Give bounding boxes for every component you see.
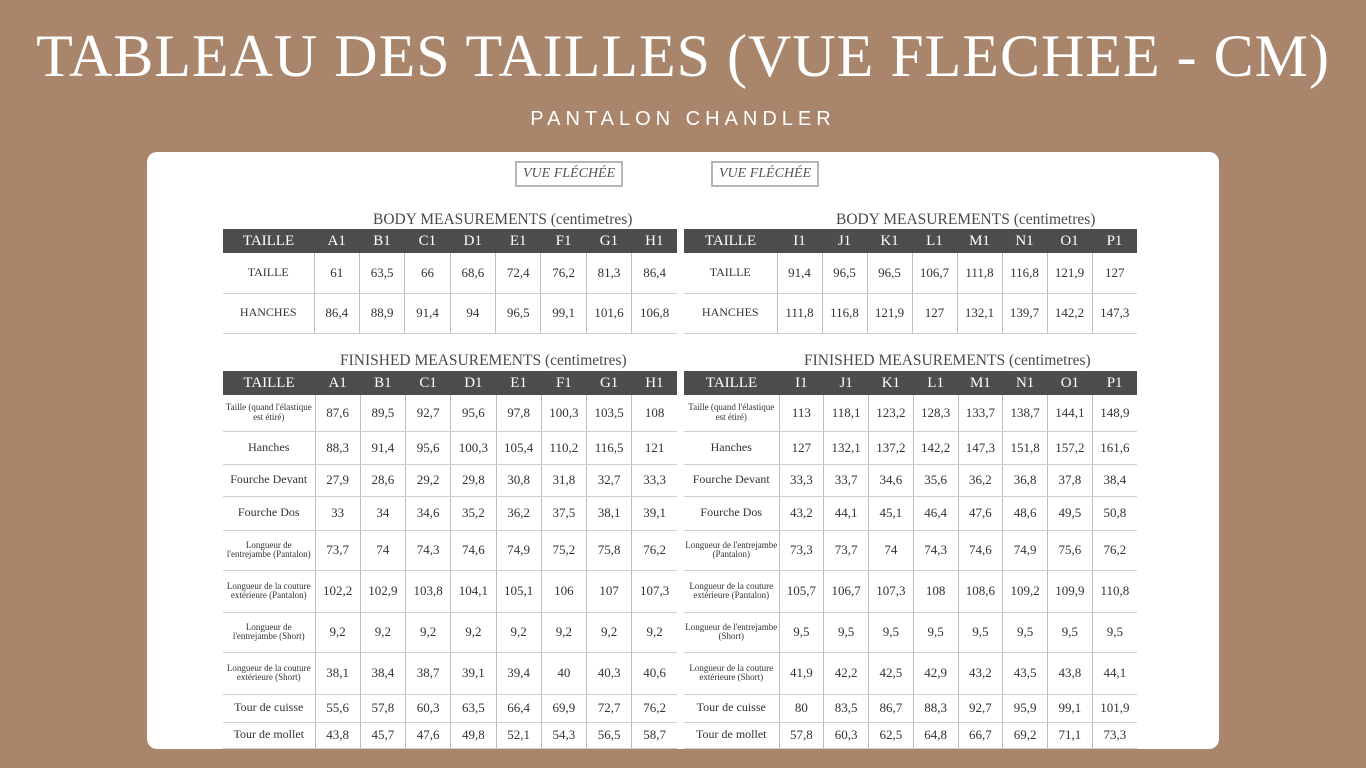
measurement-cell: 137,2 [869, 431, 914, 464]
measurement-cell: 88,3 [315, 431, 360, 464]
measurement-cell: 36,2 [496, 496, 541, 530]
measurement-cell: 100,3 [451, 431, 496, 464]
measurement-cell: 32,7 [587, 464, 632, 496]
measurement-cell: 142,2 [913, 431, 958, 464]
measurement-cell: 48,6 [1003, 496, 1048, 530]
row-label: Hanches [223, 431, 315, 464]
row-label: Longueur de la couture extérieure (Short) [223, 652, 315, 694]
measurement-cell: 9,5 [869, 612, 914, 652]
row-label: Longueur de l'entrejambe (Pantalon) [684, 530, 779, 570]
row-label: Taille (quand l'élastique est étiré) [684, 395, 779, 431]
measurement-cell: 62,5 [869, 722, 914, 748]
body-measurements-table-right [684, 229, 1137, 334]
row-label: HANCHES [223, 293, 314, 333]
row-label: Fourche Dos [223, 496, 315, 530]
measurement-cell: 121,9 [1047, 253, 1092, 293]
measurement-cell: 74,9 [1003, 530, 1048, 570]
measurement-cell: 34,6 [869, 464, 914, 496]
size-column-header: B1 [360, 371, 405, 395]
measurement-cell: 56,5 [587, 722, 632, 748]
measurement-cell: 116,8 [822, 293, 867, 333]
size-column-header: K1 [869, 371, 914, 395]
finished-measurements-title-left: FINISHED MEASUREMENTS (centimetres) [340, 352, 627, 369]
row-label: Longueur de l'entrejambe (Pantalon) [223, 530, 315, 570]
measurement-cell: 101,6 [586, 293, 631, 333]
measurement-cell: 92,7 [406, 395, 451, 431]
measurement-cell: 74,6 [958, 530, 1003, 570]
measurement-cell: 87,6 [315, 395, 360, 431]
measurement-cell: 102,9 [360, 570, 405, 612]
measurement-cell: 123,2 [869, 395, 914, 431]
measurement-cell: 107,3 [869, 570, 914, 612]
size-header: TAILLE [223, 229, 314, 253]
measurement-cell: 55,6 [315, 694, 360, 722]
size-column-header: H1 [632, 371, 677, 395]
size-column-header: I1 [777, 229, 822, 253]
measurement-cell: 76,2 [541, 253, 586, 293]
size-column-header: L1 [913, 371, 958, 395]
measurement-cell: 72,4 [496, 253, 541, 293]
measurement-cell: 63,5 [359, 253, 404, 293]
size-column-header: F1 [541, 371, 586, 395]
row-label: Longueur de l'entrejambe (Short) [223, 612, 315, 652]
measurement-cell: 132,1 [957, 293, 1002, 333]
table-row [223, 722, 677, 748]
table-row [684, 612, 1137, 652]
table-row [684, 496, 1137, 530]
table-row [223, 253, 677, 293]
measurement-cell: 28,6 [360, 464, 405, 496]
measurement-cell: 121,9 [867, 293, 912, 333]
measurement-cell: 47,6 [958, 496, 1003, 530]
table-row [684, 694, 1137, 722]
measurement-cell: 71,1 [1048, 722, 1093, 748]
measurement-cell: 147,3 [1092, 293, 1137, 333]
measurement-cell: 40,3 [587, 652, 632, 694]
page-subtitle: PANTALON CHANDLER [530, 108, 836, 130]
measurement-cell: 38,4 [1092, 464, 1137, 496]
size-header: TAILLE [223, 371, 315, 395]
size-column-header: E1 [496, 371, 541, 395]
measurement-cell: 66,7 [958, 722, 1003, 748]
measurement-cell: 39,1 [632, 496, 677, 530]
table-row [684, 253, 1137, 293]
row-label: Tour de cuisse [684, 694, 779, 722]
measurement-cell: 97,8 [496, 395, 541, 431]
measurement-cell: 9,2 [315, 612, 360, 652]
measurement-cell: 95,9 [1003, 694, 1048, 722]
measurement-cell: 61 [314, 253, 359, 293]
measurement-cell: 111,8 [777, 293, 822, 333]
size-column-header: H1 [632, 229, 677, 253]
measurement-cell: 86,4 [314, 293, 359, 333]
measurement-cell: 73,3 [779, 530, 824, 570]
row-label: Longueur de la couture extérieure (Pantalon) [223, 570, 315, 612]
measurement-cell: 57,8 [360, 694, 405, 722]
measurement-cell: 76,2 [1092, 530, 1137, 570]
table-row [684, 570, 1137, 612]
measurement-cell: 29,8 [451, 464, 496, 496]
row-label: Tour de mollet [684, 722, 779, 748]
size-column-header: I1 [779, 371, 824, 395]
measurement-cell: 42,5 [869, 652, 914, 694]
table-row [684, 293, 1137, 333]
measurement-cell: 107 [587, 570, 632, 612]
measurement-cell: 49,5 [1048, 496, 1093, 530]
size-column-header: C1 [405, 229, 450, 253]
measurement-cell: 9,5 [824, 612, 869, 652]
measurement-cell: 9,2 [451, 612, 496, 652]
finished-measurements-table-left [223, 371, 677, 749]
measurement-cell: 45,7 [360, 722, 405, 748]
measurement-cell: 92,7 [958, 694, 1003, 722]
measurement-cell: 64,8 [913, 722, 958, 748]
table-row [223, 570, 677, 612]
measurement-cell: 116,8 [1002, 253, 1047, 293]
measurement-cell: 108 [632, 395, 677, 431]
size-column-header: N1 [1002, 229, 1047, 253]
measurement-cell: 9,2 [632, 612, 677, 652]
measurement-cell: 121 [632, 431, 677, 464]
measurement-cell: 44,1 [1092, 652, 1137, 694]
row-label: Taille (quand l'élastique est étiré) [223, 395, 315, 431]
measurement-cell: 81,3 [586, 253, 631, 293]
measurement-cell: 9,5 [958, 612, 1003, 652]
size-column-header: N1 [1003, 371, 1048, 395]
measurement-cell: 37,8 [1048, 464, 1093, 496]
measurement-cell: 94 [450, 293, 495, 333]
measurement-cell: 9,2 [541, 612, 586, 652]
measurement-cell: 73,7 [824, 530, 869, 570]
measurement-cell: 127 [779, 431, 824, 464]
measurement-cell: 9,2 [406, 612, 451, 652]
measurement-cell: 96,5 [496, 293, 541, 333]
measurement-cell: 151,8 [1003, 431, 1048, 464]
size-column-header: G1 [586, 229, 631, 253]
measurement-cell: 91,4 [360, 431, 405, 464]
body-measurements-title-left: BODY MEASUREMENTS (centimetres) [373, 211, 633, 228]
measurement-cell: 9,5 [779, 612, 824, 652]
measurement-cell: 106,8 [632, 293, 677, 333]
measurement-cell: 113 [779, 395, 824, 431]
table-row [684, 464, 1137, 496]
size-column-header: C1 [406, 371, 451, 395]
table-row [223, 530, 677, 570]
measurement-cell: 127 [1092, 253, 1137, 293]
size-chart-card [147, 152, 1219, 749]
table-row [223, 652, 677, 694]
table-row [684, 652, 1137, 694]
row-label: TAILLE [684, 253, 777, 293]
measurement-cell: 107,3 [632, 570, 677, 612]
measurement-cell: 45,1 [869, 496, 914, 530]
measurement-cell: 106,7 [912, 253, 957, 293]
measurement-cell: 63,5 [451, 694, 496, 722]
measurement-cell: 35,2 [451, 496, 496, 530]
measurement-cell: 111,8 [957, 253, 1002, 293]
measurement-cell: 106,7 [824, 570, 869, 612]
measurement-cell: 68,6 [450, 253, 495, 293]
measurement-cell: 39,1 [451, 652, 496, 694]
row-label: HANCHES [684, 293, 777, 333]
measurement-cell: 34,6 [406, 496, 451, 530]
measurement-cell: 66 [405, 253, 450, 293]
row-label: Longueur de l'entrejambe (Short) [684, 612, 779, 652]
measurement-cell: 144,1 [1048, 395, 1093, 431]
measurement-cell: 40 [541, 652, 586, 694]
measurement-cell: 105,1 [496, 570, 541, 612]
measurement-cell: 75,6 [1048, 530, 1093, 570]
measurement-cell: 46,4 [913, 496, 958, 530]
measurement-cell: 39,4 [496, 652, 541, 694]
size-column-header: B1 [359, 229, 404, 253]
measurement-cell: 54,3 [541, 722, 586, 748]
measurement-cell: 37,5 [541, 496, 586, 530]
row-label: Tour de cuisse [223, 694, 315, 722]
measurement-cell: 73,3 [1092, 722, 1137, 748]
finished-measurements-table-right [684, 371, 1137, 749]
measurement-cell: 58,7 [632, 722, 677, 748]
vue-flechee-label-right: VUE FLÉCHÉE [711, 161, 819, 187]
measurement-cell: 36,8 [1003, 464, 1048, 496]
measurement-cell: 132,1 [824, 431, 869, 464]
measurement-cell: 157,2 [1048, 431, 1093, 464]
measurement-cell: 38,4 [360, 652, 405, 694]
measurement-cell: 27,9 [315, 464, 360, 496]
table-row [223, 496, 677, 530]
measurement-cell: 9,2 [360, 612, 405, 652]
measurement-cell: 74 [360, 530, 405, 570]
measurement-cell: 104,1 [451, 570, 496, 612]
size-column-header: O1 [1047, 229, 1092, 253]
measurement-cell: 96,5 [867, 253, 912, 293]
measurement-cell: 86,4 [632, 253, 677, 293]
measurement-cell: 60,3 [824, 722, 869, 748]
row-label: TAILLE [223, 253, 314, 293]
table-row [684, 431, 1137, 464]
measurement-cell: 95,6 [406, 431, 451, 464]
table-row [223, 464, 677, 496]
measurement-cell: 33,3 [779, 464, 824, 496]
measurement-cell: 108,6 [958, 570, 1003, 612]
measurement-cell: 31,8 [541, 464, 586, 496]
measurement-cell: 35,6 [913, 464, 958, 496]
measurement-cell: 75,2 [541, 530, 586, 570]
measurement-cell: 57,8 [779, 722, 824, 748]
measurement-cell: 116,5 [587, 431, 632, 464]
measurement-cell: 60,3 [406, 694, 451, 722]
measurement-cell: 29,2 [406, 464, 451, 496]
measurement-cell: 43,2 [779, 496, 824, 530]
measurement-cell: 108 [913, 570, 958, 612]
measurement-cell: 109,2 [1003, 570, 1048, 612]
measurement-cell: 133,7 [958, 395, 1003, 431]
measurement-cell: 105,4 [496, 431, 541, 464]
size-column-header: F1 [541, 229, 586, 253]
row-label: Fourche Devant [223, 464, 315, 496]
measurement-cell: 9,5 [1048, 612, 1093, 652]
measurement-cell: 99,1 [541, 293, 586, 333]
size-column-header: A1 [315, 371, 360, 395]
measurement-cell: 88,9 [359, 293, 404, 333]
measurement-cell: 118,1 [824, 395, 869, 431]
table-row [223, 694, 677, 722]
row-label: Tour de mollet [223, 722, 315, 748]
measurement-cell: 75,8 [587, 530, 632, 570]
size-column-header: O1 [1048, 371, 1093, 395]
table-row [684, 722, 1137, 748]
table-row [223, 395, 677, 431]
measurement-cell: 89,5 [360, 395, 405, 431]
measurement-cell: 95,6 [451, 395, 496, 431]
measurement-cell: 96,5 [822, 253, 867, 293]
measurement-cell: 34 [360, 496, 405, 530]
measurement-cell: 74,6 [451, 530, 496, 570]
measurement-cell: 110,8 [1092, 570, 1137, 612]
measurement-cell: 142,2 [1047, 293, 1092, 333]
size-column-header: L1 [912, 229, 957, 253]
size-column-header: E1 [496, 229, 541, 253]
measurement-cell: 47,6 [406, 722, 451, 748]
measurement-cell: 138,7 [1003, 395, 1048, 431]
measurement-cell: 43,8 [1048, 652, 1093, 694]
measurement-cell: 9,2 [496, 612, 541, 652]
measurement-cell: 38,1 [315, 652, 360, 694]
measurement-cell: 86,7 [869, 694, 914, 722]
measurement-cell: 66,4 [496, 694, 541, 722]
measurement-cell: 91,4 [777, 253, 822, 293]
finished-measurements-title-right: FINISHED MEASUREMENTS (centimetres) [804, 352, 1091, 369]
measurement-cell: 43,2 [958, 652, 1003, 694]
measurement-cell: 43,8 [315, 722, 360, 748]
size-column-header: D1 [451, 371, 496, 395]
body-measurements-table-left [223, 229, 677, 334]
body-measurements-title-right: BODY MEASUREMENTS (centimetres) [836, 211, 1096, 228]
measurement-cell: 40,6 [632, 652, 677, 694]
measurement-cell: 38,7 [406, 652, 451, 694]
measurement-cell: 36,2 [958, 464, 1003, 496]
measurement-cell: 50,8 [1092, 496, 1137, 530]
measurement-cell: 139,7 [1002, 293, 1047, 333]
measurement-cell: 44,1 [824, 496, 869, 530]
row-label: Fourche Dos [684, 496, 779, 530]
measurement-cell: 49,8 [451, 722, 496, 748]
measurement-cell: 69,9 [541, 694, 586, 722]
measurement-cell: 42,9 [913, 652, 958, 694]
measurement-cell: 147,3 [958, 431, 1003, 464]
measurement-cell: 74 [869, 530, 914, 570]
measurement-cell: 161,6 [1092, 431, 1137, 464]
measurement-cell: 74,3 [913, 530, 958, 570]
row-label: Longueur de la couture extérieure (Pantalon) [684, 570, 779, 612]
measurement-cell: 52,1 [496, 722, 541, 748]
measurement-cell: 127 [912, 293, 957, 333]
measurement-cell: 110,2 [541, 431, 586, 464]
size-header: TAILLE [684, 229, 777, 253]
measurement-cell: 103,8 [406, 570, 451, 612]
size-column-header: J1 [822, 229, 867, 253]
size-column-header: G1 [587, 371, 632, 395]
measurement-cell: 9,2 [587, 612, 632, 652]
measurement-cell: 76,2 [632, 694, 677, 722]
measurement-cell: 73,7 [315, 530, 360, 570]
measurement-cell: 91,4 [405, 293, 450, 333]
measurement-cell: 41,9 [779, 652, 824, 694]
size-header: TAILLE [684, 371, 779, 395]
measurement-cell: 88,3 [913, 694, 958, 722]
page-title: TABLEAU DES TAILLES (VUE FLECHEE - CM) [36, 23, 1330, 89]
measurement-cell: 101,9 [1092, 694, 1137, 722]
measurement-cell: 72,7 [587, 694, 632, 722]
measurement-cell: 106 [541, 570, 586, 612]
measurement-cell: 109,9 [1048, 570, 1093, 612]
measurement-cell: 80 [779, 694, 824, 722]
measurement-cell: 128,3 [913, 395, 958, 431]
row-label: Longueur de la couture extérieure (Short) [684, 652, 779, 694]
row-label: Hanches [684, 431, 779, 464]
measurement-cell: 99,1 [1048, 694, 1093, 722]
table-row [684, 395, 1137, 431]
size-column-header: P1 [1092, 371, 1137, 395]
measurement-cell: 9,5 [1092, 612, 1137, 652]
table-row [223, 612, 677, 652]
size-column-header: M1 [957, 229, 1002, 253]
measurement-cell: 9,5 [913, 612, 958, 652]
size-column-header: K1 [867, 229, 912, 253]
measurement-cell: 69,2 [1003, 722, 1048, 748]
table-row [223, 431, 677, 464]
measurement-cell: 33 [315, 496, 360, 530]
measurement-cell: 74,9 [496, 530, 541, 570]
measurement-cell: 42,2 [824, 652, 869, 694]
measurement-cell: 33,3 [632, 464, 677, 496]
size-column-header: M1 [958, 371, 1003, 395]
measurement-cell: 76,2 [632, 530, 677, 570]
vue-flechee-label-left: VUE FLÉCHÉE [515, 161, 623, 187]
size-column-header: J1 [824, 371, 869, 395]
size-column-header: D1 [450, 229, 495, 253]
measurement-cell: 103,5 [587, 395, 632, 431]
size-column-header: A1 [314, 229, 359, 253]
measurement-cell: 83,5 [824, 694, 869, 722]
measurement-cell: 148,9 [1092, 395, 1137, 431]
measurement-cell: 9,5 [1003, 612, 1048, 652]
measurement-cell: 33,7 [824, 464, 869, 496]
table-row [223, 293, 677, 333]
measurement-cell: 38,1 [587, 496, 632, 530]
measurement-cell: 43,5 [1003, 652, 1048, 694]
measurement-cell: 100,3 [541, 395, 586, 431]
row-label: Fourche Devant [684, 464, 779, 496]
measurement-cell: 105,7 [779, 570, 824, 612]
measurement-cell: 102,2 [315, 570, 360, 612]
measurement-cell: 30,8 [496, 464, 541, 496]
size-column-header: P1 [1092, 229, 1137, 253]
measurement-cell: 74,3 [406, 530, 451, 570]
table-row [684, 530, 1137, 570]
